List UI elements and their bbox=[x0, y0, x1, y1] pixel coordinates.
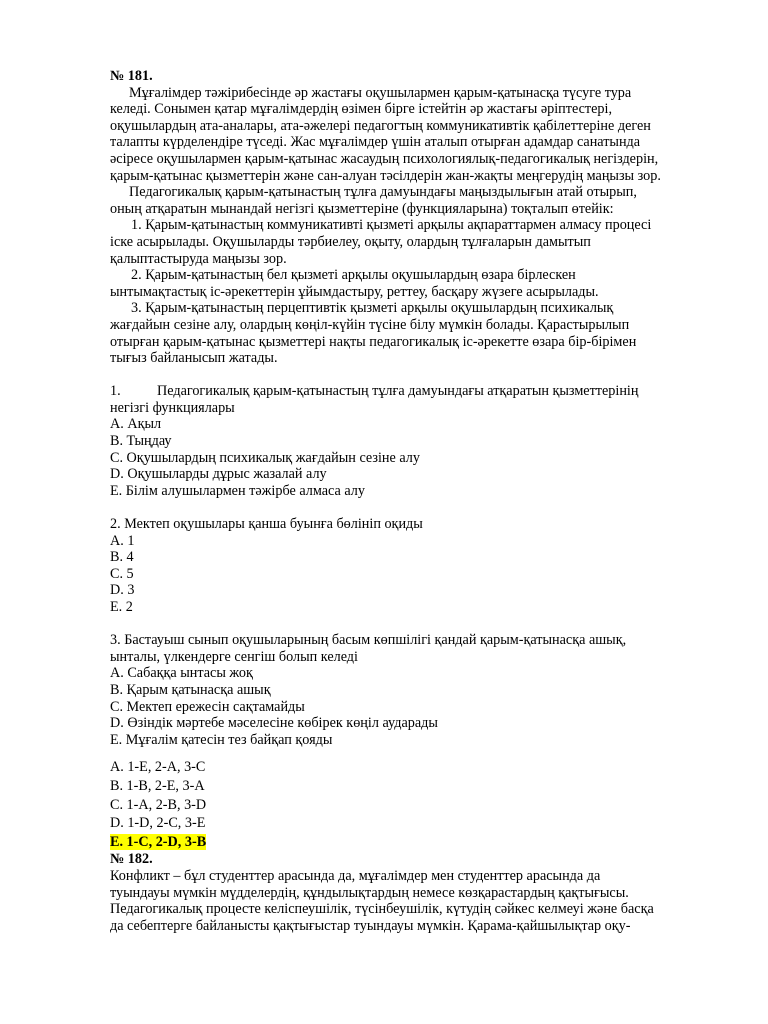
text-line: 2. Қарым-қатынастың бел қызметі арқылы оқушылардың өзара бірлескен bbox=[131, 267, 576, 284]
text-line: оның атқаратын мынандай негізгі қызметтеріне (функцияларына) тоқталып өтейік: bbox=[110, 200, 614, 217]
spacer bbox=[110, 499, 722, 516]
answer-option: E. 2 bbox=[110, 599, 133, 615]
answer-option: C. Мектеп ережесін сақтамайды bbox=[110, 698, 305, 715]
answer-option: C. 5 bbox=[110, 565, 134, 582]
text-line: талапты күрделендіре түседі. Жас мұғалімдер үшін аталып отырған адамдар санатында bbox=[110, 134, 641, 151]
question-text-part: Педагогикалық қарым-қатынастың тұлға дамуындағы атқаратын қызметтерінің bbox=[157, 383, 639, 400]
answer-option: A. 1 bbox=[110, 532, 135, 549]
answer-option: D. Өзіндік мәртебе мәселесіне көбірек көңіл аударады bbox=[110, 715, 438, 732]
conflict-paragraph bbox=[110, 868, 722, 934]
answer-option: A. Ақыл bbox=[110, 416, 162, 433]
answer-option: D. Оқушыларды дұрыс жазалай алу bbox=[110, 466, 327, 483]
answer-option: E. Мұғалім қатесін тез байқап қояды bbox=[110, 731, 333, 748]
answer-option: B. Қарым қатынасқа ашық bbox=[110, 681, 271, 698]
text-line: қарым-қатынас қызметтерін және сан-алуан тәсілдерін жан-жақты меңгерудің маңызы зор. bbox=[110, 167, 661, 184]
function-3 bbox=[110, 300, 722, 366]
spacer bbox=[110, 616, 722, 633]
question-text bbox=[110, 383, 722, 400]
text-line: жағдайын сезіне алу, олардың көңіл-күйін түсіне білу мүмкін болады. Қарастырылып bbox=[110, 316, 630, 333]
matching-option: C. 1-A, 2-B, 3-D bbox=[110, 796, 207, 813]
sub-question-1 bbox=[110, 383, 722, 499]
question-text: ынталы, үлкендерге сенгіш болып келеді bbox=[110, 648, 358, 665]
answer-option: D. 3 bbox=[110, 582, 135, 599]
sub-question-2 bbox=[110, 516, 722, 616]
answer-option: C. Оқушылардың психикалық жағдайын сезіне алу bbox=[110, 449, 420, 466]
question-number: 1. bbox=[110, 383, 121, 400]
text-line: іске асырылады. Оқушыларды тәрбиелеу, оқыту, олардың тұлғаларын дамытып bbox=[110, 233, 591, 250]
text-line: Конфликт – бұл студенттер арасында да, мұғалімдер мен студенттер арасында да bbox=[110, 867, 601, 884]
matching-answers bbox=[110, 758, 722, 851]
answer-option: A. Сабаққа ынтасы жоқ bbox=[110, 665, 253, 682]
answer-option: B. 4 bbox=[110, 549, 134, 566]
function-1 bbox=[110, 217, 722, 267]
text-line: ынтымақтастық іс-әрекеттерін ұйымдастыру, реттеу, басқару жүзеге асырылады. bbox=[110, 283, 599, 300]
text-line: Педагогикалық қарым-қатынастың тұлға дамуындағы маңыздылығын атай отырып, bbox=[129, 184, 637, 201]
spacer bbox=[110, 748, 722, 758]
answer-option: B. Тыңдау bbox=[110, 433, 172, 450]
text-line: 3. Қарым-қатынастың перцептивтік қызметі арқылы оқушылардың психикалық bbox=[131, 300, 614, 317]
question-text: 2. Мектеп оқушылары қанша буынға бөлініп оқиды bbox=[110, 516, 423, 533]
text-line: Педагогикалық процесте келіспеушілік, түсінбеушілік, күтудің сәйкес келмеуі және басқа bbox=[110, 901, 654, 918]
text-line: қалыптастыруда маңызы зор. bbox=[110, 250, 287, 267]
functions-paragraph bbox=[110, 184, 722, 217]
document-page bbox=[110, 68, 722, 934]
text-line: да себептерге байланысты қақтығыстар туындауы мүмкін. Қарама-қайшылықтар оқу- bbox=[110, 917, 631, 934]
intro-paragraph bbox=[110, 85, 722, 185]
question-number-182: № 182. bbox=[110, 851, 153, 868]
text-line: Мұғалімдер тәжірибесінде әр жастағы оқушылармен қарым-қатынасқа түсуге тура bbox=[129, 84, 632, 101]
text-line: оқушылардың ата-аналары, ата-әжелері педагогтың коммуникативтік қабілеттеріне деген bbox=[110, 117, 651, 134]
text-line: әсіресе оқушылармен қарым-қатынас жасаудың психологиялық-педагогикалық негіздерін, bbox=[110, 150, 659, 167]
question-number-181: № 181. bbox=[110, 68, 153, 84]
spacer bbox=[110, 367, 722, 384]
question-text: негізгі функциялары bbox=[110, 399, 235, 416]
text-line: отырған қарым-қатынас қызметтері нақты педагогикалық іс-әрекетте өзара бір-бірімен bbox=[110, 333, 637, 350]
text-line: 1. Қарым-қатынастың коммуникативті қызметі арқылы ақпараттармен алмасу процесі bbox=[131, 217, 652, 234]
text-line: тығыз байланысып жатады. bbox=[110, 350, 278, 367]
text-line: келеді. Сонымен қатар мұғалімдердің өзімен бірге істейтін әр жастағы әріптестері, bbox=[110, 101, 612, 118]
matching-option: A. 1-E, 2-A, 3-C bbox=[110, 759, 206, 776]
function-2 bbox=[110, 267, 722, 300]
matching-option: D. 1-D, 2-C, 3-E bbox=[110, 815, 206, 832]
text-line: туындауы мүмкін мүдделердің, құндылықтардың немесе көзқарастардың қақтығысы. bbox=[110, 884, 629, 901]
correct-answer: E. 1-C, 2-D, 3-B bbox=[110, 833, 207, 850]
answer-option: E. Білім алушылармен тәжірбе алмаса алу bbox=[110, 482, 365, 499]
matching-option: B. 1-B, 2-E, 3-A bbox=[110, 777, 205, 794]
question-text: 3. Бастауыш сынып оқушыларының басым көпшілігі қандай қарым-қатынасқа ашық, bbox=[110, 632, 627, 649]
sub-question-3 bbox=[110, 632, 722, 748]
